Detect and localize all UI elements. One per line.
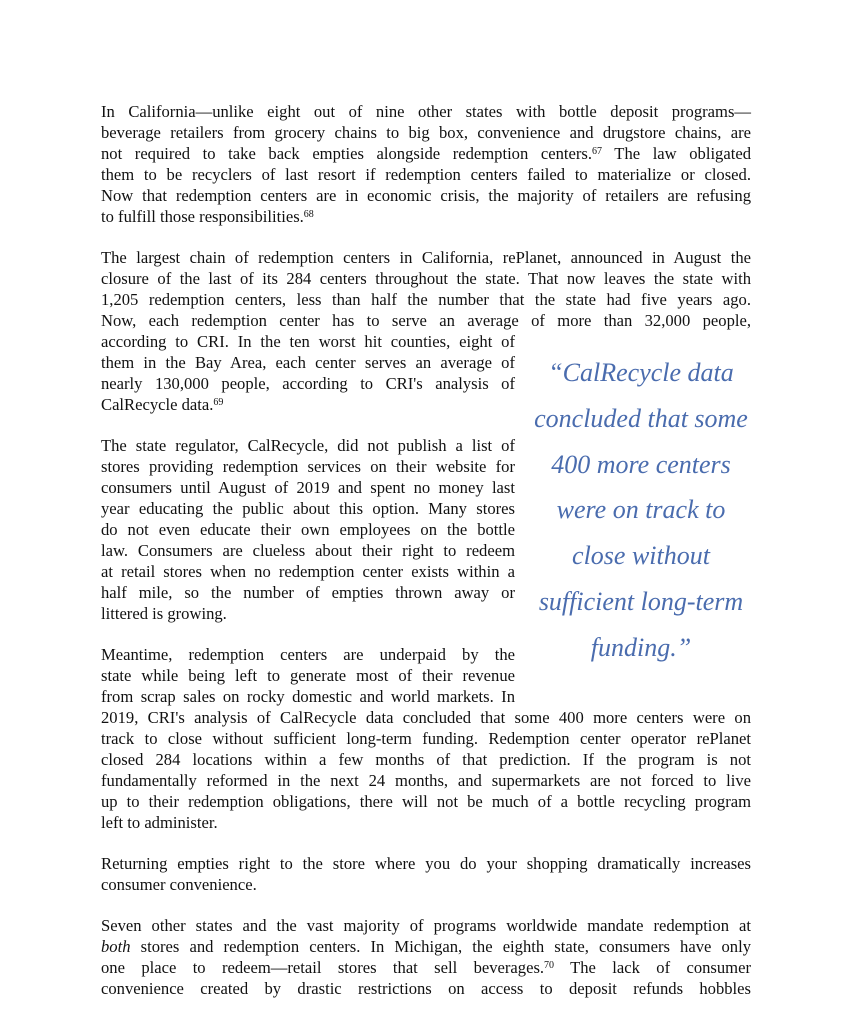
text-run: CalRecycle data. — [101, 395, 214, 414]
text-line: 1,205 redemption centers, less than half the number that the state had five years ago. — [101, 290, 751, 309]
pull-quote — [525, 350, 757, 671]
text-line: consumer convenience. — [101, 875, 257, 894]
text-line: year educating the public about this option. Many stores — [101, 499, 515, 518]
text-line — [101, 394, 515, 415]
text-run: stores and redemption centers. In Michigan, the eighth state, consumers have only — [130, 937, 751, 956]
text-line: law. Consumers are clueless about their right to redeem — [101, 541, 515, 560]
text-line: Meantime, redemption centers are underpaid by the — [101, 645, 515, 664]
emphasis-text: both — [101, 937, 131, 956]
text-line — [101, 957, 751, 978]
text-run: The law obligated — [602, 144, 751, 163]
text-line: consumers until August of 2019 and spent no money last — [101, 478, 515, 497]
text-run: The lack of consumer — [554, 958, 751, 977]
text-line: The largest chain of redemption centers in California, rePlanet, announced in August the — [101, 248, 751, 267]
text-line — [101, 206, 751, 227]
text-line: closure of the last of its 284 centers throughout the state. That now leaves the state with — [101, 269, 751, 288]
text-line: convenience created by drastic restrictions on access to deposit refunds hobbles — [101, 979, 751, 998]
text-line: fundamentally reformed in the next 24 months, and supermarkets are not forced to live — [101, 771, 751, 790]
text-run: to fulfill those responsibilities. — [101, 207, 304, 226]
text-line: stores providing redemption services on their website for — [101, 457, 515, 476]
text-line: littered is growing. — [101, 604, 227, 623]
pull-quote-line: “CalRecycle data — [548, 358, 734, 387]
text-line: from scrap sales on rocky domestic and world markets. In — [101, 687, 515, 706]
text-run: not required to take back empties alongside redemption centers. — [101, 144, 593, 163]
text-line: half mile, so the number of empties thrown away or — [101, 583, 515, 602]
text-line: according to CRI. In the ten worst hit counties, eight of — [101, 332, 515, 351]
footnote-ref-68: 68 — [303, 209, 314, 220]
text-line: beverage retailers from grocery chains to big box, convenience and drugstore chains, are — [101, 123, 751, 142]
text-line: Seven other states and the vast majority of programs worldwide mandate redemption at — [101, 916, 751, 935]
text-line: Now that redemption centers are in economic crisis, the majority of retailers are refusing — [101, 186, 751, 205]
pull-quote-line: sufficient long-term — [538, 586, 744, 616]
pull-quote-line: were on track to — [556, 495, 726, 525]
pull-quote-line: 400 more centers — [551, 449, 731, 479]
text-line: at retail stores when no redemption center exists within a — [101, 562, 515, 581]
text-line: The state regulator, CalRecycle, did not publish a list of — [101, 436, 515, 455]
text-line: 2019, CRI's analysis of CalRecycle data concluded that some 400 more centers were on — [101, 708, 751, 727]
text-line: left to administer. — [101, 813, 218, 832]
text-line: up to their redemption obligations, there will not be much of a bottle recycling program — [101, 792, 751, 811]
footnote-ref-69: 69 — [213, 397, 224, 408]
pull-quote-line: close without — [572, 541, 710, 571]
text-line — [101, 936, 751, 957]
footnote-ref-70: 70 — [544, 960, 555, 971]
text-line: them in the Bay Area, each center serves an average of — [101, 353, 515, 372]
text-line: them to be recyclers of last resort if redemption centers failed to materialize or closed. — [101, 165, 751, 184]
text-line: closed 284 locations within a few months of that prediction. If the program is not — [101, 750, 751, 769]
footnote-ref-67: 67 — [592, 146, 603, 157]
text-line: state while being left to generate most of their revenue — [101, 666, 515, 685]
pull-quote-line: funding.” — [590, 632, 692, 662]
pull-quote-line: concluded that some — [534, 403, 748, 433]
text-line: nearly 130,000 people, according to CRI's analysis of — [101, 374, 515, 393]
text-line: do not even educate their own employees on the bottle — [101, 520, 515, 539]
text-line — [101, 143, 751, 164]
text-line: In California—unlike eight out of nine other states with bottle deposit programs— — [101, 102, 751, 121]
text-line: Now, each redemption center has to serve an average of more than 32,000 people, — [101, 311, 751, 330]
text-line: Returning empties right to the store where you do your shopping dramatically increases — [101, 854, 751, 873]
text-run: one place to redeem—retail stores that sell beverages. — [101, 958, 545, 977]
text-line: track to close without sufficient long-term funding. Redemption center operator rePlanet — [101, 729, 751, 748]
